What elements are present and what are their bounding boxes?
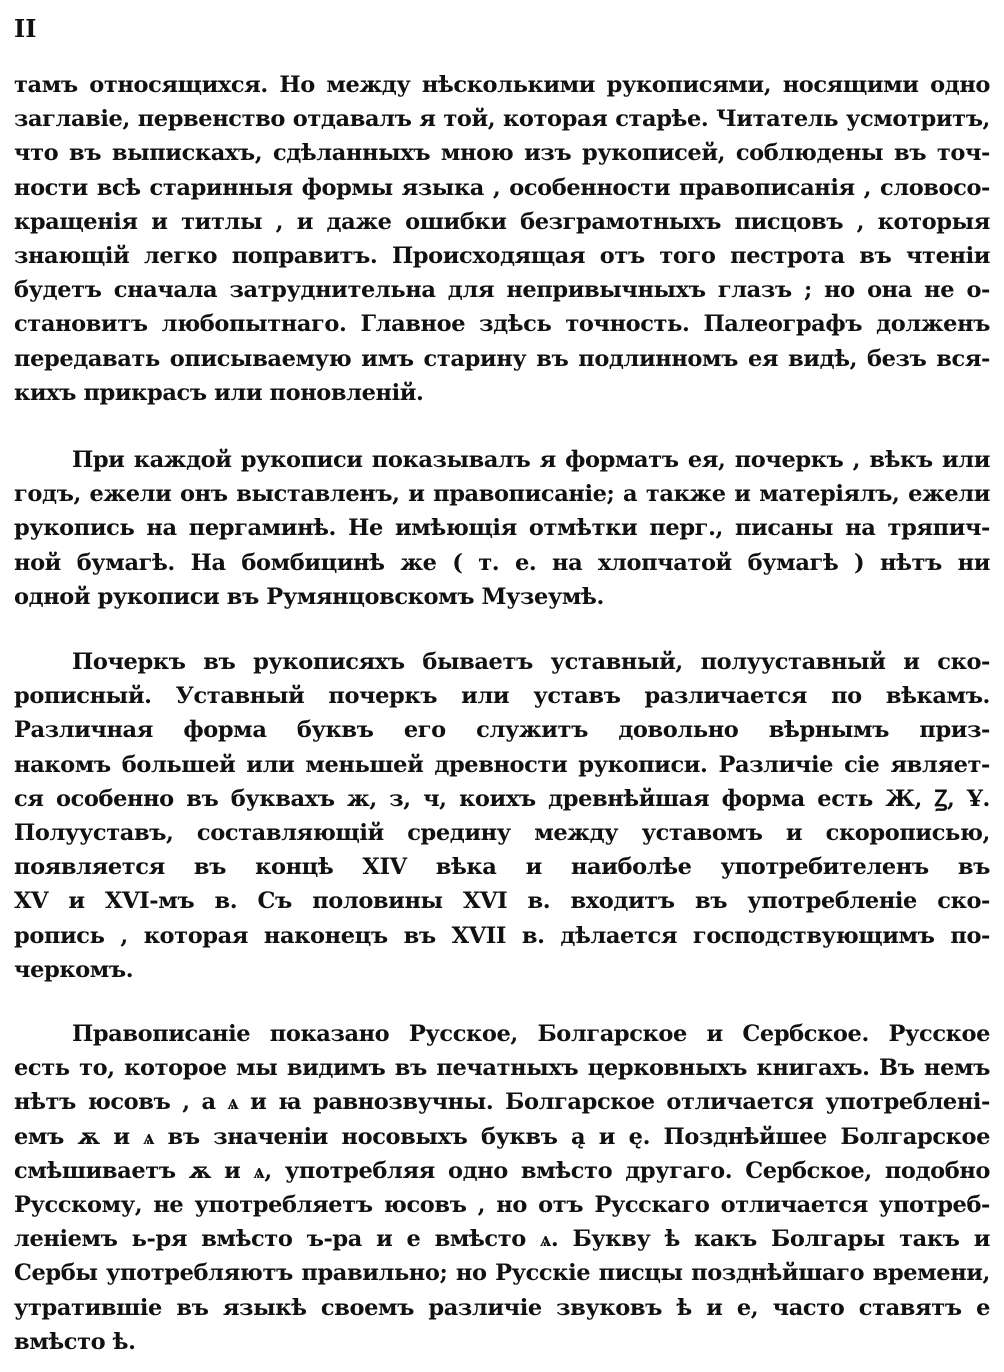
text-line: одной рукописи въ Румянцовскомъ Музеумѣ. [14,583,604,610]
text-line: есть то, которое мы видимъ въ печатныхъ церковныхъ книгахъ. Въ немъ [14,1055,990,1082]
text-line: Русскому, не употребляетъ юсовъ , но отъ Русскаго отличается употреб- [14,1191,990,1218]
text-line: будетъ сначала затруднительна для непривычныхъ глазъ ; но она не о- [14,277,990,304]
page-number: II [14,14,37,43]
text-line: знающій легко поправитъ. Происходящая отъ того пестрота въ чтеніи [14,242,990,269]
text-line: нѣтъ юсовъ , а ѧ и ꙗ равнозвучны. Болгарское отличается употребленi- [14,1089,990,1116]
text-line: рописный. Уставный почеркъ или уставъ различается по вѣкамъ. [14,683,990,710]
text-line: ности всѣ старинныя формы языка , особенности правописанія , словосо- [14,174,990,201]
text-line: Правописаніе показано Русское, Болгарское и Сербское. Русское [72,1021,990,1047]
text-line: годъ, ежели онъ выставленъ, и правописаніе; а также и матеріялъ, ежели [14,481,990,508]
text-line: кращенія и титлы , и даже ошибки безграмотныхъ писцовъ , которыя [14,208,990,235]
text-line: XV и XVI-мъ в. Съ половины XVI в. входитъ въ употребленіе ско- [14,888,990,915]
text-line: накомъ большей или меньшей древности рукописи. Различіе сіе являет- [14,751,990,778]
paragraph-3 [14,645,990,987]
text-line: леніемъ ь-ря вмѣсто ъ-ра и е вмѣсто ѧ. Букву ѣ какъ Болгары такъ и [14,1226,990,1253]
text-line: утратившіе въ языкѣ своемъ различіе звуковъ ѣ и е, часто ставятъ е [14,1294,990,1321]
text-line: передавать описываемую имъ старину въ подлинномъ ея видѣ, безъ вся- [14,345,990,372]
text-line: Различная форма буквъ его служитъ довольно вѣрнымъ приз- [14,717,990,744]
paragraph-4 [14,1017,990,1359]
text-line: кихъ прикрасъ или поновленій. [14,379,424,406]
text-line: становитъ любопытнаго. Главное здѣсь точность. Палеографъ долженъ [14,311,990,338]
text-line: Сербы употребляютъ правильно; но Русскіе писцы позднѣйшаго времени, [14,1260,990,1287]
paragraph-1 [14,68,990,410]
text-line: ропись , которая наконецъ въ XVII в. дѣлается господствующимъ по- [14,922,990,949]
text-line: При каждой рукописи показывалъ я форматъ ея, почеркъ , вѣкъ или [72,447,990,473]
text-line: ся особенно въ буквахъ ж, з, ч, коихъ древнѣйшая форма есть Ж, Ꙁ, Ұ. [14,785,990,812]
text-line: тамъ относящихся. Но между нѣсколькими рукописями, носящими одно [14,72,990,98]
text-line: ной бумагѣ. На бомбицинѣ же ( т. е. на хлопчатой бумагѣ ) нѣтъ ни [14,549,990,576]
text-line: появляется въ концѣ XIV вѣка и наиболѣе употребителенъ въ [14,854,990,881]
text-line: рукопись на пергаминѣ. Не имѣющія отмѣтки перг., писаны на тряпич- [14,515,990,542]
paragraph-2 [14,443,990,614]
text-line: что въ выпискахъ, сдѣланныхъ мною изъ рукописей, соблюдены въ точ- [14,140,990,167]
text-line: черкомъ. [14,956,134,983]
text-line: емъ ѫ и ѧ въ значеніи носовыхъ буквъ ą и ę. Позднѣйшее Болгарское [14,1123,990,1150]
text-line: смѣшиваетъ ѫ и ѧ, употребляя одно вмѣсто другаго. Сербское, подобно [14,1157,990,1184]
text-line: заглавіе, первенство отдавалъ я той, которая старѣе. Читатель усмотритъ, [14,106,990,133]
text-line: Полууставъ, составляющій средину между уставомъ и скорописью, [14,819,990,846]
text-line: вмѣсто ѣ. [14,1328,136,1355]
text-line: Почеркъ въ рукописяхъ бываетъ уставный, полууставный и ско- [72,649,990,675]
